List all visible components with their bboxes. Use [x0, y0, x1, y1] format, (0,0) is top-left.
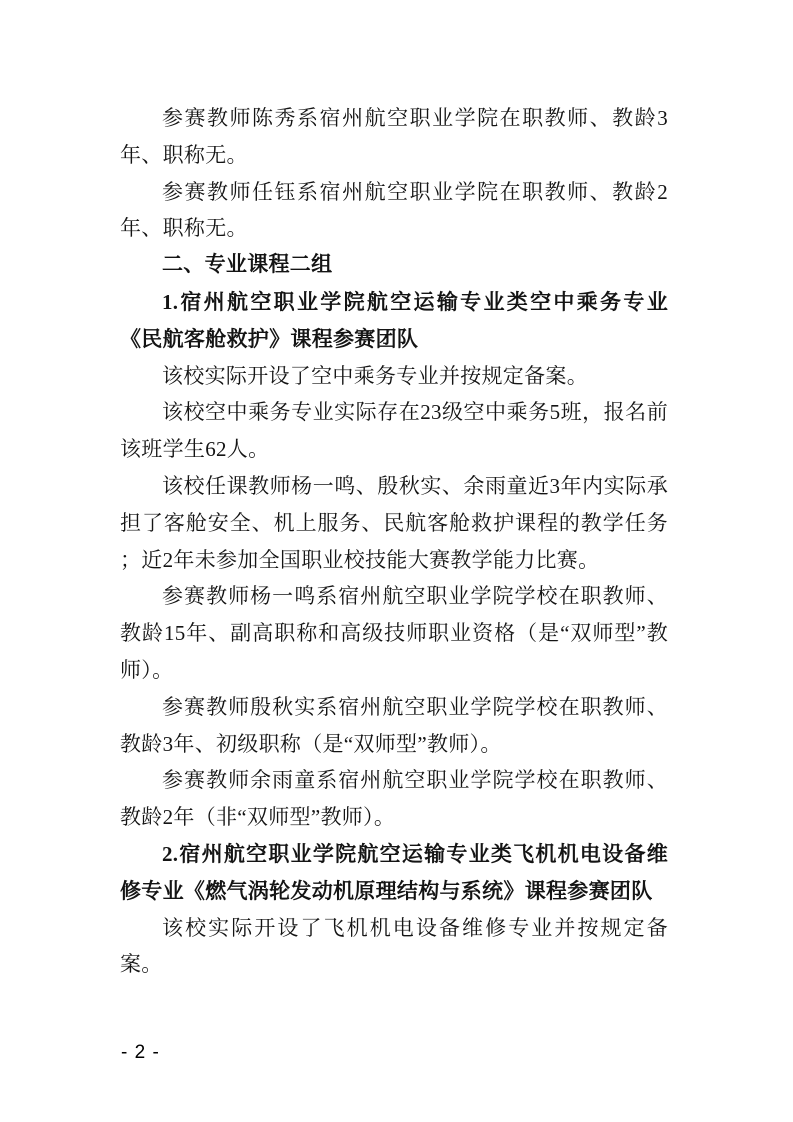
document-body	[120, 100, 668, 983]
paragraph-maintenance-major-registered: 该校实际开设了飞机机电设备维修专业并按规定备案。	[120, 915, 668, 977]
paragraph-teacher-yangyiming: 参赛教师杨一鸣系宿州航空职业学院学校在职教师、教龄15年、副高职称和高级技师职业资格（是“双师型”教师）。	[120, 584, 668, 682]
paragraph-teaching-duties: 该校任课教师杨一鸣、殷秋实、余雨童近3年内实际承担了客舱安全、机上服务、民航客舱救护课程的教学任务；近2年未参加全国职业校技能大赛教学能力比赛。	[120, 473, 668, 572]
paragraph-teacher-yinqiushi: 参赛教师殷秋实系宿州航空职业学院学校在职教师、教龄3年、初级职称（是“双师型”教师）。	[120, 694, 668, 756]
section-heading-group-two: 二、专业课程二组	[162, 253, 333, 277]
paragraph-major-registered: 该校实际开设了空中乘务专业并按规定备案。	[162, 363, 588, 388]
course-heading-cabin-rescue: 1.宿州航空职业学院航空运输专业类空中乘务专业《民航客舱救护》课程参赛团队	[120, 289, 668, 351]
paragraph-teacher-chenxiu: 参赛教师陈秀系宿州航空职业学院在职教师、教龄3年、职称无。	[120, 106, 668, 167]
course-heading-turbine-engine: 2.宿州航空职业学院航空运输专业类飞机机电设备维修专业《燃气涡轮发动机原理结构与系统》课程参赛团队	[120, 841, 668, 903]
paragraph-teacher-yuyutong: 参赛教师余雨童系宿州航空职业学院学校在职教师、教龄2年（非“双师型”教师）。	[120, 768, 668, 830]
paragraph-class-enrollment: 该校空中乘务专业实际存在23级空中乘务5班，报名前该班学生62人。	[120, 400, 668, 462]
paragraph-teacher-renyu: 参赛教师任钰系宿州航空职业学院在职教师、教龄2年、职称无。	[120, 179, 668, 241]
page-number: - 2 -	[121, 1042, 160, 1063]
